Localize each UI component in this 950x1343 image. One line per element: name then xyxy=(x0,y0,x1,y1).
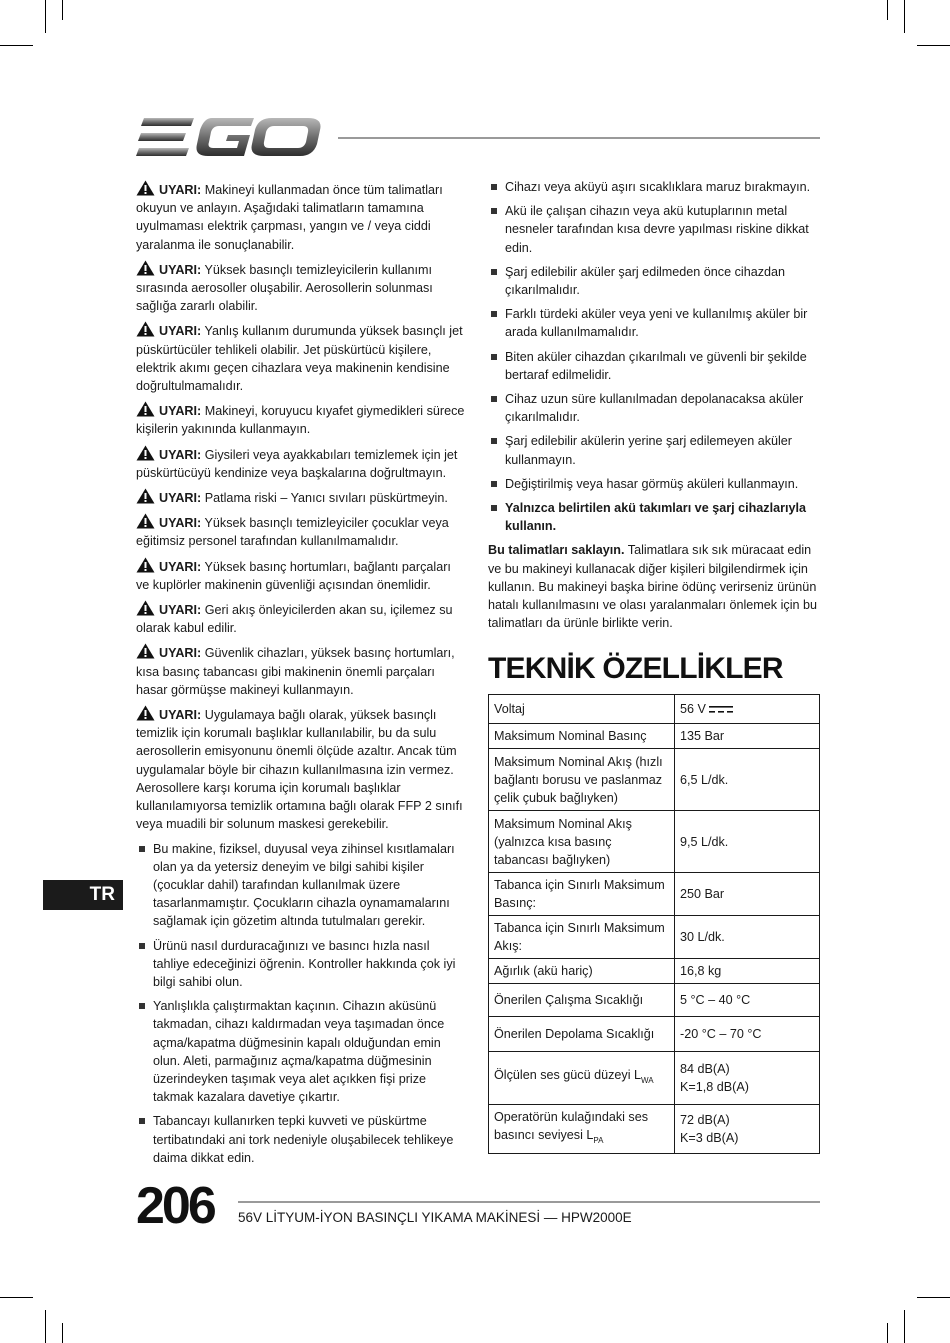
table-row xyxy=(489,724,820,749)
spec-value: 16,8 kg xyxy=(675,959,820,984)
list-item: Şarj edilebilir akülerin yerine şarj edilemeyen aküler kullanmayın. xyxy=(488,432,820,468)
spec-value xyxy=(675,695,820,724)
crop-mark xyxy=(62,0,63,20)
crop-mark xyxy=(45,1310,46,1343)
warning-triangle-icon xyxy=(136,260,155,276)
warning-triangle-icon xyxy=(136,488,155,504)
spec-label-subscript: PA xyxy=(593,1136,604,1145)
list-item: Şarj edilebilir aküler şarj edilmeden önce cihazdan çıkarılmalıdır. xyxy=(488,263,820,299)
warning-paragraph xyxy=(136,643,466,699)
table-row xyxy=(489,1017,820,1052)
warning-text: Patlama riski – Yanıcı sıvıları püskürtmeyin. xyxy=(204,491,448,506)
spec-value-text: 56 V xyxy=(680,702,706,716)
crop-mark xyxy=(917,45,950,46)
crop-mark xyxy=(0,45,33,46)
dc-symbol-icon xyxy=(709,705,733,714)
crop-mark xyxy=(904,1310,905,1343)
crop-mark xyxy=(62,1323,63,1343)
warning-label: UYARI: xyxy=(159,262,202,277)
safety-list xyxy=(136,840,466,1167)
save-instructions-lead: Bu talimatları saklayın. xyxy=(488,543,625,558)
table-row xyxy=(489,749,820,811)
spec-label: Önerilen Depolama Sıcaklığı xyxy=(489,1017,675,1052)
warning-label: UYARI: xyxy=(159,491,202,506)
table-row xyxy=(489,916,820,959)
warning-label: UYARI: xyxy=(159,324,202,339)
warning-triangle-icon xyxy=(136,643,155,659)
spec-label: Tabanca için Sınırlı Maksimum Basınç: xyxy=(489,873,675,916)
crop-mark xyxy=(904,0,905,33)
warning-label: UYARI: xyxy=(159,447,202,462)
warning-triangle-icon xyxy=(136,401,155,417)
save-instructions-text: Talimatlara sık sık müracaat edin ve bu makineyi kullanacak diğer kişileri bilgilendirmek için kullanın. Bu makineyi başka birine ödünç verirseniz ürünün hatalı kullanılmasını ve olası yaralanmaları önlemek için bu talimatları da ürünle birlikte verin. xyxy=(488,543,817,631)
crop-mark xyxy=(0,1297,33,1298)
list-item: Cihazı veya aküyü aşırı sıcaklıklara maruz bırakmayın. xyxy=(488,178,820,196)
spec-label xyxy=(489,1052,675,1105)
spec-label: Tabanca için Sınırlı Maksimum Akış: xyxy=(489,916,675,959)
language-tab: TR xyxy=(43,880,123,910)
warning-label: UYARI: xyxy=(159,559,202,574)
page-number: 206 xyxy=(136,1177,214,1235)
list-item-bold: Yalnızca belirtilen akü takımları ve şarj cihazlarıyla kullanın. xyxy=(488,499,820,535)
warning-label: UYARI: xyxy=(159,708,202,723)
warning-label: UYARI: xyxy=(159,603,202,618)
spec-table xyxy=(488,694,820,1154)
warning-paragraph xyxy=(136,260,466,316)
spec-label: Voltaj xyxy=(489,695,675,724)
spec-value: 6,5 L/dk. xyxy=(675,749,820,811)
warning-text: Geri akış önleyicilerden akan su, içilemez su olarak kabul edilir. xyxy=(136,603,453,636)
spec-label: Ağırlık (akü hariç) xyxy=(489,959,675,984)
warning-triangle-icon xyxy=(136,600,155,616)
list-item: Yanlışlıkla çalıştırmaktan kaçının. Cihazın aküsünü takmadan, cihazı kaldırmadan veya taşımadan önce açma/kapatma düğmesinin kapalı olduğundan emin olun. Aleti, parmağınız açma/kapatma düğmesinin üzerindeyken taşımak veya alet açıkken fişi prize takmak kazalara davetiye çıkartır. xyxy=(136,997,466,1106)
warning-paragraph xyxy=(136,705,466,833)
spec-label: Maksimum Nominal Akış (hızlı bağlantı borusu ve paslanmaz çelik çubuk bağlıyken) xyxy=(489,749,675,811)
spec-title: TEKNİK ÖZELLİKLER xyxy=(488,652,783,685)
warning-label: UYARI: xyxy=(159,646,202,661)
warning-paragraph xyxy=(136,513,466,550)
footer-rule xyxy=(238,1201,820,1203)
spec-value xyxy=(675,1052,820,1105)
spec-value: 30 L/dk. xyxy=(675,916,820,959)
warning-text: Güvenlik cihazları, yüksek basınç hortumları, kısa basınç tabancası gibi makinenin önemli parçaları hasar görmüşse makineyi kullanmayın. xyxy=(136,646,455,697)
table-row xyxy=(489,959,820,984)
spec-value: 250 Bar xyxy=(675,873,820,916)
warning-paragraph xyxy=(136,557,466,594)
warning-triangle-icon xyxy=(136,513,155,529)
warning-paragraph xyxy=(136,321,466,395)
warning-text: Makineyi kullanmadan önce tüm talimatları okuyun ve anlayın. Aşağıdaki talimatların tamamına uyulmaması elektrik çarpması, yangın ve / veya ciddi yaralanma ile sonuçlanabilir. xyxy=(136,183,443,252)
warning-text: Yanlış kullanım durumunda yüksek basınçlı jet püskürtücüler tehlikeli olabilir. Jet püskürtücü kişilere, elektrik akımı geçen cihazlara veya makinenin kendisine doğrultulmamalıdır. xyxy=(136,324,463,394)
warning-paragraph xyxy=(136,600,466,637)
warning-text: Giysileri veya ayakkabıları temizlemek için jet püskürtücüyü kendinize veya başkalarına doğrultmayın. xyxy=(136,447,458,480)
spec-value: 5 °C – 40 °C xyxy=(675,984,820,1017)
warning-triangle-icon xyxy=(136,557,155,573)
warning-triangle-icon xyxy=(136,321,155,337)
spec-label: Önerilen Çalışma Sıcaklığı xyxy=(489,984,675,1017)
crop-mark xyxy=(887,1323,888,1343)
spec-value-line: 72 dB(A) xyxy=(680,1113,730,1127)
list-item: Ürünü nasıl durduracağınızı ve basıncı hızla nasıl tahliye edeceğinizi öğrenin. Kontroller hakkında çok iyi bilgi sahibi olun. xyxy=(136,937,466,992)
table-row xyxy=(489,811,820,873)
warning-triangle-icon xyxy=(136,445,155,461)
list-item: Değiştirilmiş veya hasar görmüş aküleri kullanmayın. xyxy=(488,475,820,493)
warning-triangle-icon xyxy=(136,180,155,196)
crop-mark xyxy=(45,0,46,33)
warning-text: Yüksek basınçlı temizleyiciler çocuklar veya eğitimsiz personel tarafından kullanılmamalıdır. xyxy=(136,516,449,549)
list-item: Cihaz uzun süre kullanılmadan depolanacaksa aküler çıkarılmalıdır. xyxy=(488,390,820,426)
spec-value: 135 Bar xyxy=(675,724,820,749)
table-row xyxy=(489,1052,820,1105)
list-item: Farklı türdeki aküler veya yeni ve kullanılmış aküler bir arada kullanılmamalıdır. xyxy=(488,305,820,341)
list-item: Tabancayı kullanırken tepki kuvveti ve püskürtme tertibatındaki ani tork nedeniyle oluşabilecek tehlikeye daima dikkat edin. xyxy=(136,1112,466,1167)
warning-text: Yüksek basınçlı temizleyicilerin kullanımı sırasında aerosoller oluşabilir. Aerosollerin solunması sağlığa zararlı olabilir. xyxy=(136,262,433,314)
save-instructions xyxy=(488,541,820,632)
warning-paragraph xyxy=(136,180,466,254)
warning-text: Makineyi, koruyucu kıyafet giymedikleri sürece kişilerin yakınında kullanmayın. xyxy=(136,404,465,437)
footer-title: 56V LİTYUM-İYON BASINÇLI YIKAMA MAKİNESİ — HPW2000E xyxy=(238,1210,632,1225)
spec-value: -20 °C – 70 °C xyxy=(675,1017,820,1052)
spec-value xyxy=(675,1105,820,1154)
warning-triangle-icon xyxy=(136,705,155,721)
header-rule xyxy=(338,137,820,139)
spec-label: Maksimum Nominal Akış (yalnızca kısa basınç tabancası bağlıyken) xyxy=(489,811,675,873)
warning-label: UYARI: xyxy=(159,404,202,419)
spec-label xyxy=(489,1105,675,1154)
warning-paragraph xyxy=(136,488,466,507)
spec-value-line: K=1,8 dB(A) xyxy=(680,1080,749,1094)
warning-label: UYARI: xyxy=(159,183,202,197)
ego-logo xyxy=(136,116,322,158)
list-item: Akü ile çalışan cihazın veya akü kutuplarının metal nesneler tarafından kısa devre yapılması riskine dikkat edin. xyxy=(488,202,820,257)
list-item: Bu makine, fiziksel, duyusal veya zihinsel kısıtlamaları olan ya da yetersiz deneyim ve bilgi sahibi kişiler (çocuklar dahil) tarafından kullanılmak üzere tasarlanmamıştır. Çocukların cihazla oynamamalarını sağlamak için gözetim altında tutulmaları gerekir. xyxy=(136,840,466,931)
left-column xyxy=(136,180,466,1173)
crop-mark xyxy=(917,1297,950,1298)
table-row xyxy=(489,984,820,1017)
spec-label-subscript: WA xyxy=(641,1076,654,1085)
list-item: Biten aküler cihazdan çıkarılmalı ve güvenli bir şekilde bertaraf edilmelidir. xyxy=(488,348,820,384)
right-column xyxy=(488,178,820,638)
spec-label-text: Ölçülen ses gücü düzeyi L xyxy=(494,1068,642,1082)
spec-value-line: 84 dB(A) xyxy=(680,1062,730,1076)
table-row xyxy=(489,695,820,724)
warning-paragraph xyxy=(136,445,466,482)
table-row xyxy=(489,873,820,916)
spec-label: Maksimum Nominal Basınç xyxy=(489,724,675,749)
spec-value-line: K=3 dB(A) xyxy=(680,1131,739,1145)
table-row xyxy=(489,1105,820,1154)
warning-text: Yüksek basınç hortumları, bağlantı parçaları ve kuplörler makinenin güvenliği açısından önemlidir. xyxy=(136,559,451,592)
warning-label: UYARI: xyxy=(159,516,202,531)
crop-mark xyxy=(887,0,888,20)
spec-label-text: Operatörün kulağındaki ses basıncı seviyesi L xyxy=(494,1110,649,1142)
warning-text: Uygulamaya bağlı olarak, yüksek basınçlı temizlik için korumalı başlıklar kullanılabilir, bu da sulu aerosollerin emisyonunu önemli ölçüde azaltır. Ancak tüm uygulamalar böyle bir cihazın kullanılmasına izin vermez. Aerosollere karşı koruma için korumalı başlıklar kullanılamıyorsa temizlik ortamına bağlı olarak FFP 2 sınıfı veya muadili bir solunum maskesi gerekebilir. xyxy=(136,708,463,832)
spec-value: 9,5 L/dk. xyxy=(675,811,820,873)
warning-paragraph xyxy=(136,401,466,438)
battery-list xyxy=(488,178,820,535)
